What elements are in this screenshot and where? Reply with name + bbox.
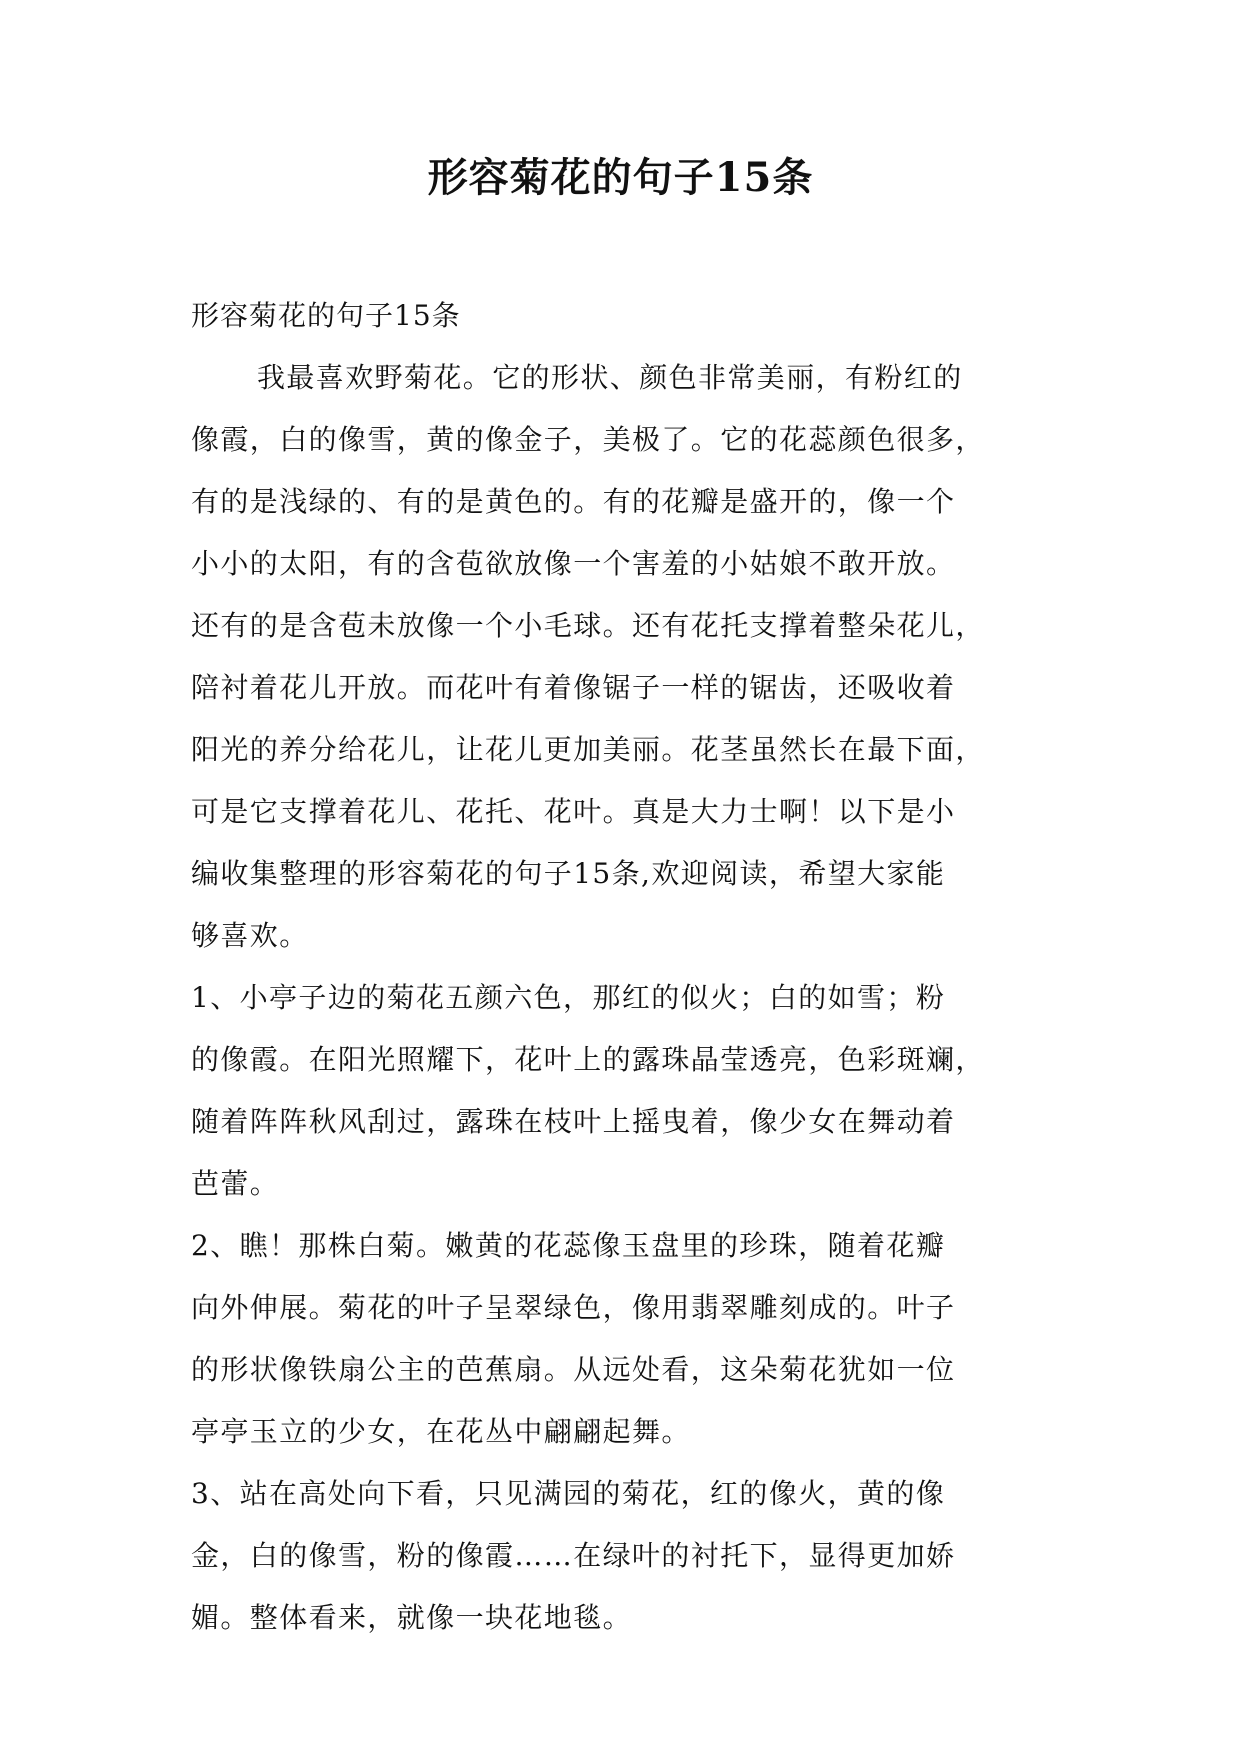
paragraph-line: 芭蕾。 xyxy=(191,1167,280,1200)
paragraph-line: 可是它支撑着花儿、花托、花叶。真是大力士啊！以下是小 xyxy=(191,795,956,828)
paragraph-line: 我最喜欢野菊花。它的形状、颜色非常美丽，有粉红的 xyxy=(257,361,963,394)
paragraph-line: 金，白的像雪，粉的像霞……在绿叶的衬托下，显得更加娇 xyxy=(191,1539,956,1572)
document-subtitle: 形容菊花的句子15条 xyxy=(191,299,461,332)
paragraph-line: 编收集整理的形容菊花的句子15条,欢迎阅读，希望大家能 xyxy=(191,857,946,890)
list-item-1 xyxy=(191,967,1051,1215)
paragraph-line: 媚。整体看来，就像一块花地毯。 xyxy=(191,1601,633,1634)
paragraph-line: 1、小亭子边的菊花五颜六色，那红的似火；白的如雪；粉 xyxy=(191,981,946,1014)
paragraph-line: 陪衬着花儿开放。而花叶有着像锯子一样的锯齿，还吸收着 xyxy=(191,671,956,704)
list-item-2 xyxy=(191,1215,1051,1463)
paragraph-line: 随着阵阵秋风刮过，露珠在枝叶上摇曳着，像少女在舞动着 xyxy=(191,1105,956,1138)
paragraph-line: 够喜欢。 xyxy=(191,919,309,952)
paragraph-line: 向外伸展。菊花的叶子呈翠绿色，像用翡翠雕刻成的。叶子 xyxy=(191,1291,956,1324)
paragraph-line: 像霞，白的像雪，黄的像金子，美极了。它的花蕊颜色很多， xyxy=(191,423,985,456)
paragraph-line: 有的是浅绿的、有的是黄色的。有的花瓣是盛开的，像一个 xyxy=(191,485,956,518)
document-title: 形容菊花的句子15条 xyxy=(427,154,814,201)
paragraph-line: 小小的太阳，有的含苞欲放像一个害羞的小姑娘不敢开放。 xyxy=(191,547,956,580)
document-body xyxy=(191,285,1051,1649)
paragraph-line: 阳光的养分给花儿，让花儿更加美丽。花茎虽然长在最下面， xyxy=(191,733,985,766)
paragraph-line: 亭亭玉立的少女，在花丛中翩翩起舞。 xyxy=(191,1415,691,1448)
paragraph-line: 的形状像铁扇公主的芭蕉扇。从远处看，这朵菊花犹如一位 xyxy=(191,1353,956,1386)
intro-paragraph xyxy=(191,347,1051,967)
paragraph-line: 还有的是含苞未放像一个小毛球。还有花托支撑着整朵花儿， xyxy=(191,609,985,642)
paragraph-line: 2、瞧！那株白菊。嫩黄的花蕊像玉盘里的珍珠，随着花瓣 xyxy=(191,1229,946,1262)
paragraph-line: 3、站在高处向下看，只见满园的菊花，红的像火，黄的像 xyxy=(191,1477,946,1510)
list-item-3 xyxy=(191,1463,1051,1649)
paragraph-line: 的像霞。在阳光照耀下，花叶上的露珠晶莹透亮，色彩斑斓， xyxy=(191,1043,985,1076)
